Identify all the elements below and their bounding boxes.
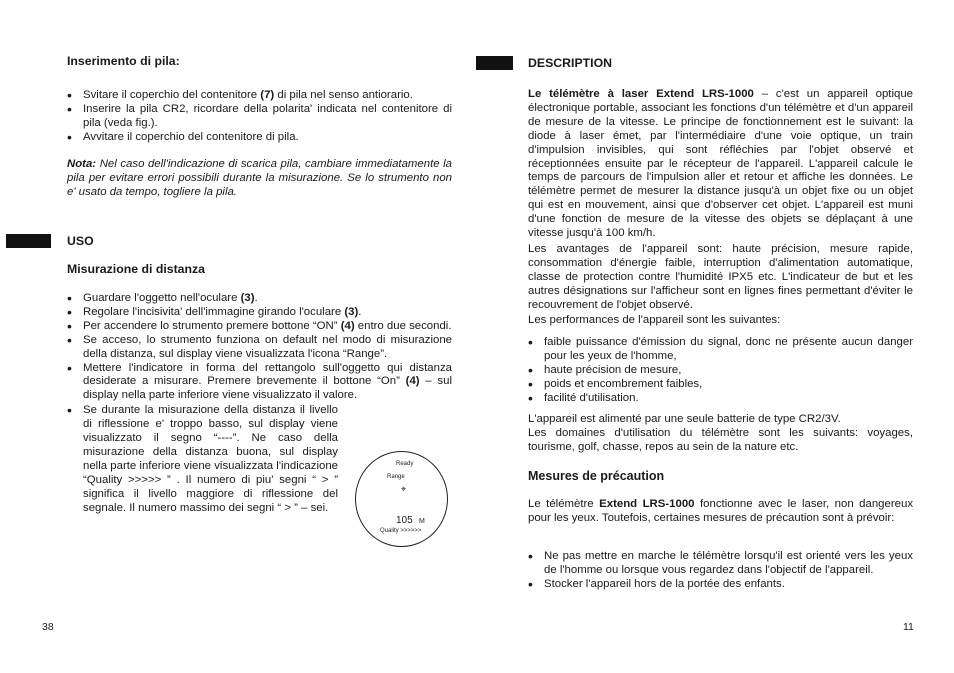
battery-steps-list: [67, 89, 452, 145]
list-item: [67, 362, 452, 404]
part-reference: (7): [260, 89, 275, 101]
list-item: [528, 336, 913, 364]
part-reference: (3): [344, 305, 359, 318]
precautions-heading: Mesures de précaution: [528, 469, 665, 483]
advantages-paragraph: Les avantages de l'appareil sont: haute précision, mesure rapide, consommation d'énergie faible, interruption d'alimentation automatique, classe de protection contre l'humidité IPX5 etc. L'indicateur de but et les autres désignations sur l'afficheur sont en lignes fines permettant d'éviter le recouvrement de l'objet observé.: [528, 243, 913, 311]
list-item: [528, 392, 913, 406]
part-reference: (3): [240, 292, 255, 304]
page-number-left: 38: [42, 621, 54, 633]
precautions-intro-pre: Le télémètre: [528, 498, 600, 510]
display-unit: M: [419, 518, 425, 525]
performance-text: facilité d'utilisation.: [544, 391, 639, 404]
description-intro: [528, 88, 913, 241]
note-text: Nel caso dell'indicazione di scarica pila, cambiare immediatamente la pila per evitare errori possibili durante la misurazione. Se lo strumento non e' usato da tempo, togliere la pila.: [67, 158, 453, 198]
advantages-text: [528, 243, 913, 313]
precautions-list: [528, 550, 913, 592]
step-text: Mettere l'indicatore in forma del rettangolo sull'oggetto qui distanza desiderate a misurare. Premere brevemente il bottone “On” (4) – sul display nella parte inferiore viene visualizzato il valore.: [83, 361, 452, 402]
description-heading: DESCRIPTION: [528, 56, 613, 70]
battery-note: [67, 158, 452, 200]
display-target-icon: ⌖: [401, 484, 407, 494]
display-value: 105: [396, 515, 413, 526]
list-item: [528, 378, 913, 392]
step-text: Se acceso, lo strumento funziona on default nel modo di misurazione della distanza, sul display viene visualizzata l'icona “Range”.: [83, 333, 452, 360]
display-range-label: Range: [387, 474, 405, 480]
step-text: Svitare il coperchio del contenitore (7) di pila nel senso antiorario.: [83, 89, 413, 101]
section-marker-bar: [476, 56, 513, 70]
precautions-product-name: Extend LRS-1000: [599, 498, 695, 510]
list-item: [528, 364, 913, 378]
uso-heading: USO: [67, 234, 94, 248]
battery-insertion-heading: Inserimento di pila:: [67, 54, 180, 68]
distance-measurement-heading: Misurazione di distanza: [67, 262, 206, 276]
list-item: [67, 306, 452, 320]
list-item: [67, 334, 452, 362]
list-item: [67, 103, 452, 131]
performance-text: faible puissance d'émission du signal, donc ne présente aucun danger pour les yeux de l'homme,: [544, 336, 913, 362]
list-item: [528, 550, 913, 578]
part-reference: (4): [405, 375, 420, 388]
performances-intro: Les performances de l'appareil sont les suivantes:: [528, 314, 781, 326]
step-text: Avvitare il coperchio del contenitore di pila.: [83, 130, 299, 143]
page-number-right: 11: [903, 621, 914, 633]
product-name: Le télémètre à laser Extend LRS-1000: [528, 88, 754, 100]
list-item: [528, 578, 913, 592]
list-item: [67, 131, 452, 145]
step-text: Regolare l'incisivita' dell'immagine girando l'oculare (3).: [83, 305, 362, 318]
rangefinder-display-illustration: [355, 451, 448, 547]
list-item: [67, 89, 452, 103]
step-text: Guardare l'oggetto nell'oculare (3).: [83, 292, 258, 304]
step-text: Inserire la pila CR2, ricordare della polarita' indicata nel contenitore di pila (veda fig.).: [83, 102, 452, 129]
precautions-intro: [528, 498, 913, 526]
step-text: Per accendere lo strumento premere bottone “ON” (4) entro due secondi.: [83, 319, 452, 332]
display-ready-label: Ready: [396, 461, 414, 467]
part-reference: (4): [340, 319, 355, 332]
precautions-intro-post: fonctionne avec le laser, non dangereux pour les yeux. Toutefois, certaines mesures de précaution sont à prévoir:: [528, 498, 914, 524]
intro-text: – c'est un appareil optique électronique portable, associant les fonctions d'un télémètre et d'un appareil de mesure de la vitesse. Le principe de fonctionnement est le suivant: la diode à laser émet, par l'intermédiaire d'une voie optique, un train d'impulsion invisibles, qui sont réfléchies par l'objet observé et réceptionnées ensuite par le récepteur de l'appareil. L'appareil calcule le temps de parcours de l'impulsion aller et retour et affiche les données. Le télémètre permet de mesurer la distance jusqu'à un objet fixe ou un objet qui est en mouvement, ainsi que d'observer cet objet. L'appareil est muni d'une fonction de mesure de la vitesse des objets se déplaçant à une vitesse jusqu'à 100 km/h.: [528, 88, 913, 240]
battery-type-text: L'appareil est alimenté par une seule batterie de type CR2/3V.: [528, 413, 841, 425]
list-item: [67, 292, 452, 306]
list-item: [67, 320, 452, 334]
performance-text: haute précision de mesure,: [544, 363, 682, 376]
precaution-text: Stocker l'appareil hors de la portée des enfants.: [544, 577, 785, 590]
display-quality-label: Quality >>>>>>: [380, 528, 422, 534]
section-marker-bar: [6, 234, 51, 248]
performance-text: poids et encombrement faibles,: [544, 377, 703, 390]
performances-list: [528, 336, 913, 406]
precaution-text: Ne pas mettre en marche le télémètre lorsqu'il est orienté vers les yeux de l'homme ou lorsque vous regardez dans l'objectif de l'appareil.: [544, 550, 913, 576]
note-label: Nota:: [67, 158, 97, 170]
list-item: [67, 404, 338, 515]
step-text: Se durante la misurazione della distanza il livello di riflessione e' troppo basso, sul display viene visualizzato il segno “----”. Ne caso della misurazione della distanza buona, sul display nella parte inferiore viene visualizzata l'indicazione “Quality >>>>> ” . Il numero di piu' segni “ > ” significa il livello maggiore di riflessione del segnale. Il numero massimo dei segni “ > ” – sei.: [83, 404, 338, 514]
usage-domains-text: Les domaines d'utilisation du télémètre sont les suivants: voyages, tourisme, golf, chasse, repos au sein de la nature etc.: [528, 427, 913, 453]
